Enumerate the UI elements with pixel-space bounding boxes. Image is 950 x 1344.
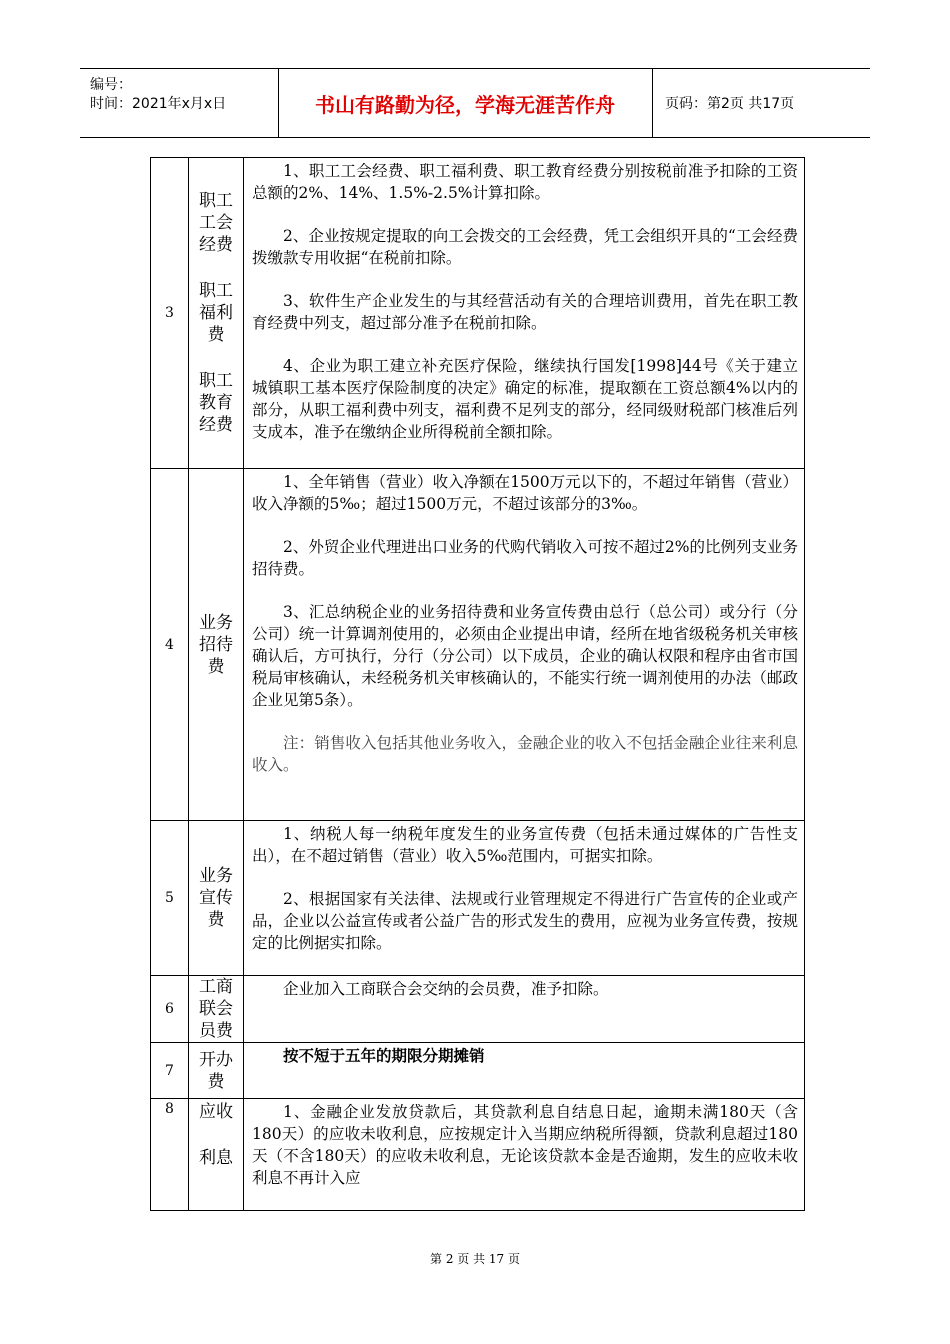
row-number: 6 <box>151 976 189 1043</box>
header-motto: 书山有路勤为径，学海无涯苦作舟 <box>278 69 653 137</box>
item-description <box>244 1099 805 1211</box>
row-number: 3 <box>151 158 189 469</box>
header-meta <box>80 69 279 137</box>
paragraph: 4、企业为职工建立补充医疗保险，继续执行国发[1998]44号《关于建立城镇职工基本医疗保险制度的决定》确定的标准，提取额在工资总额4%以内的部分，从职工福利费中列支，福利费不足列支的部分，经同级财税部门核准后列支成本，准予在缴纳企业所得税前全额扣除。 <box>252 357 798 441</box>
paragraph: 2、企业按规定提取的向工会拨交的工会经费，凭工会组织开具的“工会经费拨缴款专用收据“在税前扣除。 <box>252 227 798 267</box>
item-name <box>189 158 244 469</box>
deduction-table <box>150 157 805 1211</box>
item-name-part: 职工工会经费 <box>199 191 233 255</box>
date-label: 时间：2021年x月x日 <box>90 96 227 112</box>
page-header <box>80 68 870 138</box>
item-name <box>189 469 244 821</box>
paragraph: 1、职工工会经费、职工福利费、职工教育经费分别按税前准予扣除的工资总额的2%、14%、1.5%-2.5%计算扣除。 <box>252 162 798 202</box>
item-name-part: 开办费 <box>199 1049 233 1092</box>
item-name-part: 职工福利费 <box>199 281 233 345</box>
item-name-part: 利息 <box>199 1148 233 1168</box>
row-number: 7 <box>151 1043 189 1099</box>
table-row <box>151 158 805 469</box>
table-row <box>151 1043 805 1099</box>
item-name-part: 工商联会员费 <box>199 977 233 1041</box>
number-label: 编号： <box>90 77 132 93</box>
table-row <box>151 821 805 976</box>
paragraph: 3、软件生产企业发生的与其经营活动有关的合理培训费用，首先在职工教育经费中列支，超过部分准予在税前扣除。 <box>252 292 798 332</box>
item-name <box>189 1043 244 1099</box>
paragraph: 企业加入工商联合会交纳的会员费，准予扣除。 <box>283 980 609 998</box>
row-number: 8 <box>151 1099 189 1211</box>
item-name-part: 业务宣传费 <box>199 866 233 930</box>
item-name <box>189 821 244 976</box>
note: 注：销售收入包括其他业务收入，金融企业的收入不包括金融企业往来利息收入。 <box>252 734 798 774</box>
paragraph: 3、汇总纳税企业的业务招待费和业务宣传费由总行（总公司）或分行（分公司）统一计算调剂使用的，必须由企业提出申请，经所在地省级税务机关审核确认后，方可执行，分行（分公司）以下成员，企业的确认权限和程序由省市国税局审核确认，未经税务机关审核确认的，不能实行统一调剂使用的办法（邮政企业见第5条）。 <box>252 603 798 709</box>
item-description <box>244 158 805 469</box>
paragraph: 1、金融企业发放贷款后，其贷款利息自结息日起，逾期未满180天（含180天）的应收未收利息，应按规定计入当期应纳税所得额，贷款利息超过180天（不含180天）的应收未收利息，无论该贷款本金是否逾期，发生的应收未收利息不再计入应 <box>252 1103 798 1187</box>
item-name-part: 业务招待费 <box>199 612 233 677</box>
page-footer: 第 2 页 共 17 页 <box>430 1252 520 1266</box>
row-number: 5 <box>151 821 189 976</box>
table-row <box>151 976 805 1043</box>
item-description <box>244 976 805 1043</box>
item-name <box>189 976 244 1043</box>
table-row <box>151 1099 805 1211</box>
item-description <box>244 821 805 976</box>
item-name-part: 应收 <box>199 1102 233 1122</box>
item-description <box>244 469 805 821</box>
paragraph: 按不短于五年的期限分期摊销 <box>283 1046 485 1065</box>
item-description <box>244 1043 805 1099</box>
paragraph: 2、根据国家有关法律、法规或行业管理规定不得进行广告宣传的企业或产品，企业以公益宣传或者公益广告的形式发生的费用，应视为业务宣传费，按规定的比例据实扣除。 <box>252 890 798 952</box>
paragraph: 1、纳税人每一纳税年度发生的业务宣传费（包括未通过媒体的广告性支出），在不超过销售（营业）收入5‰范围内，可据实扣除。 <box>252 825 798 865</box>
item-name <box>189 1099 244 1211</box>
table-row <box>151 469 805 821</box>
paragraph: 1、全年销售（营业）收入净额在1500万元以下的，不超过年销售（营业）收入净额的5‰；超过1500万元，不超过该部分的3‰。 <box>252 473 798 513</box>
paragraph: 2、外贸企业代理进出口业务的代购代销收入可按不超过2%的比例列支业务招待费。 <box>252 538 798 578</box>
item-name-part: 职工教育经费 <box>199 371 233 435</box>
header-page-info: 页码：第2页 共17页 <box>665 96 795 112</box>
row-number: 4 <box>151 469 189 821</box>
